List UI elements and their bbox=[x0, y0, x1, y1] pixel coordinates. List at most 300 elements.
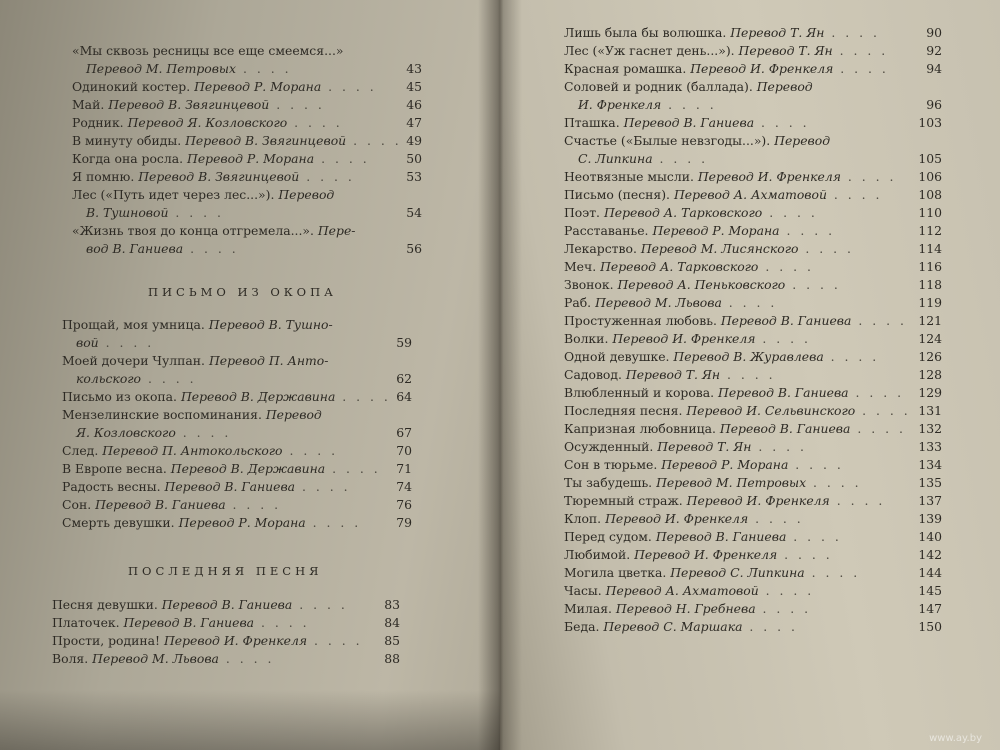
toc-entry-translator: Перевод bbox=[756, 79, 813, 94]
leader-dots: . . . . bbox=[652, 151, 709, 166]
toc-entry-translator: Перевод В. Звягинцевой bbox=[138, 169, 300, 184]
leader-dots: . . . . bbox=[824, 25, 880, 40]
leader-dots: . . . . bbox=[218, 651, 275, 666]
toc-entry-title: Звонок. bbox=[564, 277, 618, 292]
toc-entry-title: Клоп. bbox=[564, 511, 606, 526]
toc-entry-translator: Перевод М. Львова bbox=[595, 295, 722, 310]
toc-entry-page-number: 128 bbox=[918, 367, 942, 382]
toc-entry-page-number: 139 bbox=[918, 511, 942, 526]
toc-entry-translator: Перевод М. Львова bbox=[92, 651, 219, 666]
toc-entry-title-line bbox=[72, 114, 422, 132]
toc-entry-title: Лес («Путь идет через лес...»). bbox=[72, 187, 279, 202]
leader-dots: . . . . bbox=[175, 425, 232, 440]
toc-entry bbox=[564, 258, 942, 276]
toc-entry-title: Радость весны. bbox=[62, 479, 165, 494]
toc-entry-title: Простуженная любовь. bbox=[564, 313, 721, 328]
toc-entry-title-line bbox=[564, 222, 942, 240]
toc-entry-translator: Перевод Т. Ян bbox=[738, 43, 833, 58]
toc-entry-translator: Перевод В. Ганиева bbox=[161, 597, 293, 612]
toc-entry-page-number: 119 bbox=[918, 295, 942, 310]
toc-entry-title: Часы. bbox=[564, 583, 606, 598]
toc-entry bbox=[52, 614, 400, 632]
toc-entry-translator: Перевод А. Пеньковского bbox=[617, 277, 786, 292]
toc-entry-title-line bbox=[564, 294, 942, 312]
toc-entry-title: Ты забудешь. bbox=[564, 475, 657, 490]
toc-entry-title-line bbox=[564, 420, 942, 438]
toc-entry-translator: Перевод В. Ганиева bbox=[720, 313, 852, 328]
toc-entry-title: Садовод. bbox=[564, 367, 626, 382]
leader-dots: . . . . bbox=[823, 349, 880, 364]
leader-dots: . . . . bbox=[661, 97, 717, 112]
toc-entry-translator-cont: Я. Козловского bbox=[76, 425, 176, 440]
toc-entry-translator: Перевод И. Френкеля bbox=[605, 511, 749, 526]
toc-entry bbox=[564, 60, 942, 78]
toc-entry-title-line bbox=[72, 150, 422, 168]
toc-entry bbox=[564, 600, 942, 618]
toc-entry-title: Сон. bbox=[62, 497, 96, 512]
toc-entry-page-number: 76 bbox=[396, 497, 412, 512]
toc-entry-page-number: 112 bbox=[918, 223, 942, 238]
toc-entry-translator: Перевод В. Державина bbox=[170, 461, 326, 476]
toc-entry bbox=[52, 596, 400, 614]
toc-entry-page-number: 92 bbox=[926, 43, 942, 58]
toc-entry bbox=[564, 564, 942, 582]
leader-dots: . . . . bbox=[98, 335, 155, 350]
toc-entry bbox=[564, 528, 942, 546]
section-title-letter-from-trench: ПИСЬМО ИЗ ОКОПА bbox=[148, 285, 337, 299]
leader-dots: . . . . bbox=[225, 497, 282, 512]
toc-entry-page-number: 43 bbox=[406, 61, 422, 76]
toc-entry bbox=[62, 478, 412, 496]
leader-dots: . . . . bbox=[236, 61, 292, 76]
toc-entry-translator: Перевод Р. Морана bbox=[194, 79, 322, 94]
toc-entry-page-number: 70 bbox=[396, 443, 412, 458]
toc-entry-page-number: 71 bbox=[396, 461, 412, 476]
toc-entry bbox=[62, 388, 412, 406]
toc-entry bbox=[72, 222, 422, 258]
toc-entry-title: Письмо из окопа. bbox=[62, 389, 181, 404]
toc-entry-title: Милая. bbox=[564, 601, 616, 616]
toc-entry-title: Мензелинские воспоминания. bbox=[62, 407, 266, 422]
toc-entry bbox=[62, 316, 412, 352]
leader-dots: . . . . bbox=[855, 403, 911, 418]
toc-entry bbox=[564, 24, 942, 42]
toc-entry bbox=[564, 384, 942, 402]
leader-dots: . . . . bbox=[758, 259, 814, 274]
toc-entry-title: Тюремный страж. bbox=[564, 493, 687, 508]
toc-entry-title-line bbox=[564, 312, 942, 330]
toc-entry bbox=[564, 132, 942, 168]
leader-dots: . . . . bbox=[850, 421, 906, 436]
toc-entry bbox=[62, 496, 412, 514]
toc-entry bbox=[52, 650, 400, 668]
toc-entry-page-number: 83 bbox=[384, 597, 400, 612]
toc-entry-translator: Перевод И. Френкеля bbox=[697, 169, 841, 184]
toc-entry-title-line bbox=[564, 546, 942, 564]
toc-entry-page-number: 45 bbox=[406, 79, 422, 94]
toc-entry-page-number: 110 bbox=[918, 205, 942, 220]
toc-entry-page-number: 49 bbox=[406, 133, 422, 148]
toc-entry-title-line bbox=[564, 240, 942, 258]
leader-dots: . . . . bbox=[742, 619, 798, 634]
toc-entry-page-number: 131 bbox=[918, 403, 942, 418]
leader-dots: . . . . bbox=[804, 565, 861, 580]
toc-entry-page-number: 103 bbox=[918, 115, 942, 130]
right-page bbox=[500, 0, 1000, 750]
toc-entry bbox=[72, 96, 422, 114]
toc-entry-title-line bbox=[564, 114, 942, 132]
toc-entry-page-number: 50 bbox=[406, 151, 422, 166]
toc-entry-title-line bbox=[564, 402, 942, 420]
toc-entry bbox=[564, 294, 942, 312]
toc-entry-translator-cont: И. Френкеля bbox=[578, 97, 662, 112]
toc-entry-translator: Перевод Р. Морана bbox=[652, 223, 780, 238]
toc-entry bbox=[72, 78, 422, 96]
toc-entry-title: Письмо (песня). bbox=[564, 187, 674, 202]
toc-entry bbox=[62, 460, 412, 478]
toc-entry-title-line bbox=[564, 564, 942, 582]
toc-entry-title-line bbox=[52, 614, 400, 632]
toc-entry-translator: Перевод Р. Морана bbox=[178, 515, 306, 530]
toc-entry bbox=[62, 514, 412, 532]
toc-entry-title: Поэт. bbox=[564, 205, 604, 220]
leader-dots: . . . . bbox=[748, 511, 804, 526]
toc-entry-title-line bbox=[62, 442, 412, 460]
leader-dots: . . . . bbox=[307, 633, 363, 648]
toc-entry-title: В минуту обиды. bbox=[72, 133, 186, 148]
toc-entry-title: Сон в тюрьме. bbox=[564, 457, 662, 472]
toc-entry-title-line bbox=[564, 474, 942, 492]
toc-entry-translator: Перевод bbox=[265, 407, 322, 422]
toc-entry-title: Когда она росла. bbox=[72, 151, 188, 166]
leader-dots: . . . . bbox=[806, 475, 862, 490]
toc-entry-title-line bbox=[72, 222, 422, 240]
toc-entry-title: Меч. bbox=[564, 259, 601, 274]
toc-entry bbox=[564, 618, 942, 636]
toc-entry-title-line bbox=[62, 352, 412, 370]
toc-entry bbox=[72, 150, 422, 168]
toc-entry-page-number: 74 bbox=[396, 479, 412, 494]
toc-entry-translator: Перевод bbox=[774, 133, 831, 148]
leader-dots: . . . . bbox=[788, 457, 844, 472]
toc-entry-title-line bbox=[62, 406, 412, 424]
toc-entry bbox=[564, 204, 942, 222]
toc-entry-translator: Перевод В. Ганиева bbox=[123, 615, 255, 630]
toc-entry-page-number: 133 bbox=[918, 439, 942, 454]
toc-entry-translator: Перевод С. Липкина bbox=[670, 565, 805, 580]
leader-dots: . . . . bbox=[786, 529, 842, 544]
leader-dots: . . . . bbox=[305, 515, 362, 530]
toc-entry-translator: Перевод И. Френкеля bbox=[163, 633, 308, 648]
toc-entry-title: Влюбленный и корова. bbox=[564, 385, 719, 400]
toc-entry-translator: Перевод В. Ганиева bbox=[95, 497, 226, 512]
toc-entry-page-number: 132 bbox=[918, 421, 942, 436]
leader-dots: . . . . bbox=[785, 277, 841, 292]
toc-entry-title: Воля. bbox=[52, 651, 93, 666]
toc-entry-title-line bbox=[72, 132, 422, 150]
toc-entry-title: Одинокий костер. bbox=[72, 79, 195, 94]
leader-dots: . . . . bbox=[851, 313, 907, 328]
toc-entry bbox=[72, 132, 422, 150]
leader-dots: . . . . bbox=[832, 43, 889, 58]
leader-dots: . . . . bbox=[777, 547, 833, 562]
toc-entry bbox=[52, 632, 400, 650]
toc-entry-page-number: 142 bbox=[918, 547, 942, 562]
toc-entry-title-line bbox=[72, 168, 422, 186]
toc-entry-title: Лекарство. bbox=[564, 241, 641, 256]
toc-entry-title: Беда. bbox=[564, 619, 604, 634]
toc-entry-title: Неотвязные мысли. bbox=[564, 169, 698, 184]
toc-entry-title: Осужденный. bbox=[564, 439, 658, 454]
leader-dots: . . . . bbox=[754, 115, 810, 130]
toc-entry-title-line bbox=[564, 204, 942, 222]
toc-entry-title-line bbox=[72, 186, 422, 204]
toc-entry-translator: Перевод И. Френкеля bbox=[612, 331, 756, 346]
toc-entry-translator: Перевод А. Тарковского bbox=[603, 205, 763, 220]
toc-entry-page-number: 64 bbox=[396, 389, 412, 404]
toc-entry-title: Последняя песня. bbox=[564, 403, 687, 418]
toc-entry-page-number: 96 bbox=[926, 97, 942, 112]
toc-entry-title-line bbox=[564, 24, 942, 42]
leader-dots: . . . . bbox=[168, 205, 224, 220]
toc-entry-title-line bbox=[564, 456, 942, 474]
leader-dots: . . . . bbox=[826, 187, 883, 202]
toc-entry-translator: Перевод bbox=[278, 187, 335, 202]
toc-entry-translator: Перевод В. Звягинцевой bbox=[185, 133, 347, 148]
toc-entry-page-number: 85 bbox=[384, 633, 400, 648]
toc-entry-title: Я помню. bbox=[72, 169, 139, 184]
toc-entry-title-line bbox=[564, 168, 942, 186]
toc-entry-page-number: 47 bbox=[406, 115, 422, 130]
leader-dots: . . . . bbox=[720, 367, 776, 382]
toc-entry-title-line bbox=[564, 60, 942, 78]
toc-entry bbox=[564, 330, 942, 348]
toc-entry bbox=[564, 222, 942, 240]
toc-group-3 bbox=[52, 596, 400, 668]
toc-entry bbox=[564, 510, 942, 528]
toc-entry-title: Прости, родина! bbox=[52, 633, 164, 648]
toc-entry bbox=[564, 474, 942, 492]
page-shadow bbox=[0, 690, 500, 750]
toc-entry-page-number: 140 bbox=[918, 529, 942, 544]
toc-entry-title: Волки. bbox=[564, 331, 613, 346]
toc-entry-title: Расставанье. bbox=[564, 223, 653, 238]
leader-dots: . . . . bbox=[299, 169, 355, 184]
leader-dots: . . . . bbox=[346, 133, 402, 148]
leader-dots: . . . . bbox=[758, 583, 815, 598]
toc-entry bbox=[564, 582, 942, 600]
toc-entry-title: Капризная любовница. bbox=[564, 421, 720, 436]
toc-entry-title-line bbox=[72, 78, 422, 96]
toc-entry-title: Песня девушки. bbox=[52, 597, 162, 612]
toc-entry-title-line bbox=[62, 478, 412, 496]
toc-entry-title-line bbox=[52, 596, 400, 614]
toc-entry-page-number: 54 bbox=[406, 205, 422, 220]
toc-entry-title: Май. bbox=[72, 97, 109, 112]
toc-entry-page-number: 150 bbox=[918, 619, 942, 634]
toc-entry bbox=[72, 42, 422, 78]
toc-entry-translator-cont: Перевод М. Петровых bbox=[86, 61, 237, 76]
toc-entry-translator-cont: С. Липкина bbox=[578, 151, 653, 166]
toc-entry-title-line bbox=[564, 528, 942, 546]
toc-entry bbox=[564, 456, 942, 474]
toc-entry-translator: Перевод И. Френкеля bbox=[686, 493, 830, 508]
toc-entry-translator-cont: вой bbox=[76, 335, 99, 350]
toc-entry bbox=[62, 442, 412, 460]
toc-entry-title-line bbox=[62, 514, 412, 532]
toc-group-1 bbox=[72, 42, 422, 258]
toc-entry-page-number: 62 bbox=[396, 371, 412, 386]
toc-entry-translator: Перевод В. Ганиева bbox=[164, 479, 296, 494]
leader-dots: . . . . bbox=[292, 597, 348, 612]
toc-entry-title-line bbox=[564, 276, 942, 294]
toc-entry-title-line bbox=[52, 650, 400, 668]
leader-dots: . . . . bbox=[755, 331, 811, 346]
toc-entry-title: Платочек. bbox=[52, 615, 124, 630]
toc-entry bbox=[564, 42, 942, 60]
toc-entry-page-number: 88 bbox=[384, 651, 400, 666]
toc-entry-title-line bbox=[52, 632, 400, 650]
toc-entry-title: Раб. bbox=[564, 295, 596, 310]
toc-entry-title: В Европе весна. bbox=[62, 461, 171, 476]
toc-entry-page-number: 144 bbox=[918, 565, 942, 580]
toc-entry bbox=[564, 492, 942, 510]
leader-dots: . . . . bbox=[798, 241, 854, 256]
toc-entry-page-number: 135 bbox=[918, 475, 942, 490]
leader-dots: . . . . bbox=[141, 371, 197, 386]
toc-entry-translator: Перевод Т. Ян bbox=[625, 367, 721, 382]
leader-dots: . . . . bbox=[833, 61, 889, 76]
toc-entry-title-line bbox=[564, 366, 942, 384]
toc-entry-title: Соловей и родник (баллада). bbox=[564, 79, 757, 94]
toc-entry-page-number: 114 bbox=[918, 241, 942, 256]
toc-entry-page-number: 118 bbox=[918, 277, 942, 292]
toc-entry-title: Моей дочери Чулпан. bbox=[62, 353, 209, 368]
leader-dots: . . . . bbox=[314, 151, 370, 166]
toc-entry-page-number: 84 bbox=[384, 615, 400, 630]
toc-entry-title: Пташка. bbox=[564, 115, 624, 130]
toc-entry-translator: Перевод Р. Морана bbox=[661, 457, 789, 472]
toc-entry-translator: Перевод И. Сельвинского bbox=[686, 403, 856, 418]
leader-dots: . . . . bbox=[295, 479, 351, 494]
toc-entry-title-line bbox=[564, 78, 942, 96]
toc-entry-translator: Перевод Я. Козловского bbox=[127, 115, 288, 130]
toc-entry-title: Лишь была бы волюшка. bbox=[564, 25, 731, 40]
toc-entry-title: Родник. bbox=[72, 115, 128, 130]
toc-entry bbox=[564, 276, 942, 294]
toc-entry-title-line bbox=[564, 618, 942, 636]
leader-dots: . . . . bbox=[779, 223, 836, 238]
leader-dots: . . . . bbox=[840, 169, 897, 184]
toc-entry-title: Любимой. bbox=[564, 547, 635, 562]
toc-entry-title-line bbox=[564, 492, 942, 510]
toc-entry-title: Счастье («Былые невзгоды...»). bbox=[564, 133, 775, 148]
toc-entry-page-number: 105 bbox=[918, 151, 942, 166]
toc-entry-page-number: 108 bbox=[918, 187, 942, 202]
toc-entry-title: Смерть девушки. bbox=[62, 515, 179, 530]
toc-entry-title-line bbox=[564, 132, 942, 150]
leader-dots: . . . . bbox=[254, 615, 310, 630]
toc-entry-page-number: 129 bbox=[918, 385, 942, 400]
toc-entry bbox=[564, 312, 942, 330]
toc-entry-translator: Перевод В. Державина bbox=[180, 389, 336, 404]
toc-entry-page-number: 79 bbox=[396, 515, 412, 530]
toc-entry bbox=[564, 168, 942, 186]
toc-entry bbox=[564, 438, 942, 456]
toc-entry-translator: Перевод В. Тушно- bbox=[208, 317, 333, 332]
toc-entry-page-number: 53 bbox=[406, 169, 422, 184]
toc-entry-translator-cont: кольского bbox=[76, 371, 142, 386]
toc-entry bbox=[564, 186, 942, 204]
toc-entry bbox=[564, 240, 942, 258]
toc-entry-title-line bbox=[564, 42, 942, 60]
leader-dots: . . . . bbox=[269, 97, 325, 112]
toc-entry-title-line bbox=[564, 600, 942, 618]
book-gutter bbox=[478, 0, 522, 750]
toc-entry bbox=[564, 348, 942, 366]
toc-entry-translator: Перевод Т. Ян bbox=[657, 439, 752, 454]
toc-entry-title-line bbox=[62, 496, 412, 514]
toc-entry-translator: Перевод В. Ганиева bbox=[719, 421, 851, 436]
watermark: www.ay.by bbox=[929, 733, 982, 744]
toc-entry-translator: Перевод П. Анто- bbox=[208, 353, 329, 368]
toc-entry-page-number: 90 bbox=[926, 25, 942, 40]
toc-entry-title-line bbox=[564, 510, 942, 528]
toc-entry-page-number: 124 bbox=[918, 331, 942, 346]
toc-entry-translator: Перевод В. Ганиева bbox=[718, 385, 849, 400]
toc-entry-translator-cont: вод В. Ганиева bbox=[86, 241, 184, 256]
toc-entry-translator: Перевод В. Ганиева bbox=[655, 529, 787, 544]
toc-entry-translator: Перевод С. Маршака bbox=[603, 619, 743, 634]
toc-entry-page-number: 121 bbox=[918, 313, 942, 328]
leader-dots: . . . . bbox=[751, 439, 807, 454]
toc-entry-translator: Перевод В. Звягинцевой bbox=[108, 97, 270, 112]
toc-entry-title-line bbox=[564, 438, 942, 456]
toc-entry bbox=[564, 420, 942, 438]
toc-entry-translator-cont: В. Тушновой bbox=[86, 205, 169, 220]
toc-entry-title-line bbox=[62, 316, 412, 334]
leader-dots: . . . . bbox=[325, 461, 381, 476]
toc-entry bbox=[564, 78, 942, 114]
toc-entry-translator: Перевод Р. Морана bbox=[187, 151, 315, 166]
toc-entry-title: Прощай, моя умница. bbox=[62, 317, 209, 332]
toc-entry-translator: Перевод А. Ахматовой bbox=[605, 583, 759, 598]
toc-entry-page-number: 147 bbox=[918, 601, 942, 616]
leader-dots: . . . . bbox=[762, 205, 818, 220]
toc-entry-title-line bbox=[564, 348, 942, 366]
leader-dots: . . . . bbox=[321, 79, 377, 94]
toc-entry bbox=[62, 406, 412, 442]
toc-entry bbox=[72, 114, 422, 132]
toc-entry bbox=[564, 366, 942, 384]
leader-dots: . . . . bbox=[829, 493, 886, 508]
toc-entry-translator: Перевод Н. Гребнева bbox=[615, 601, 756, 616]
toc-entry-page-number: 46 bbox=[406, 97, 422, 112]
toc-entry bbox=[72, 186, 422, 222]
toc-entry-translator: Перевод В. Журавлева bbox=[673, 349, 824, 364]
toc-entry-translator: Перевод А. Тарковского bbox=[600, 259, 759, 274]
toc-entry-title-line bbox=[62, 460, 412, 478]
toc-entry-translator: Перевод А. Ахматовой bbox=[673, 187, 827, 202]
toc-entry-title: Могила цветка. bbox=[564, 565, 671, 580]
toc-entry-translator: Пере- bbox=[317, 223, 356, 238]
toc-entry bbox=[564, 546, 942, 564]
toc-entry-page-number: 59 bbox=[396, 335, 412, 350]
toc-entry-title: «Мы сквозь ресницы все еще смеемся...» bbox=[72, 43, 344, 58]
toc-entry-page-number: 94 bbox=[926, 61, 942, 76]
toc-entry bbox=[62, 352, 412, 388]
leader-dots: . . . . bbox=[721, 295, 778, 310]
